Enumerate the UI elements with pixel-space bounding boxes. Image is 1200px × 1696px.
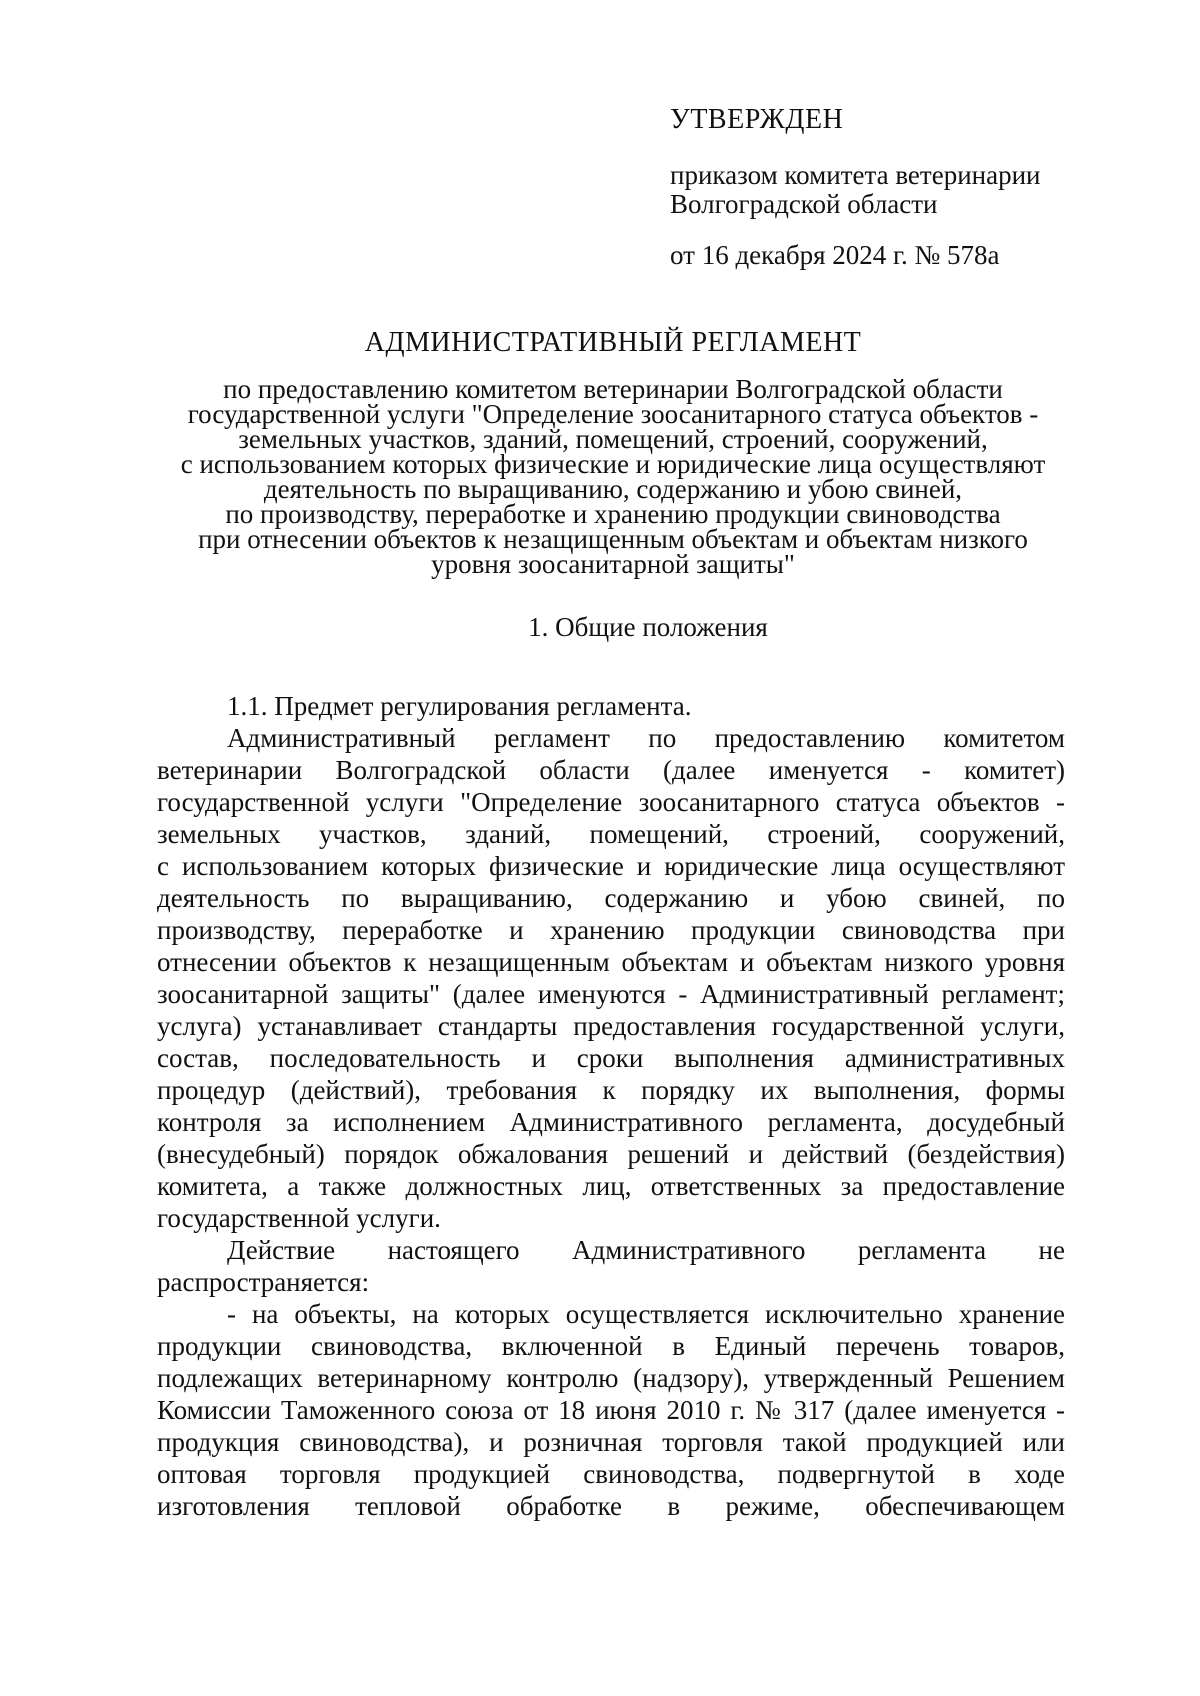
subtitle-line: по производству, переработке и хранению продукции свиноводства: [225, 499, 1001, 529]
body-line: распространяется:: [157, 1267, 370, 1297]
body-line: подлежащих ветеринарному контролю (надзору), утвержденный Решением: [157, 1363, 1065, 1393]
body-line: 1.1. Предмет регулирования регламента.: [227, 691, 692, 721]
body-line: Комиссии Таможенного союза от 18 июня 2010 г. № 317 (далее именуется -: [157, 1395, 1065, 1425]
document-title: АДМИНИСТРАТИВНЫЙ РЕГЛАМЕНТ: [364, 327, 862, 358]
body-line: земельных участков, зданий, помещений, строений, сооружений,: [157, 819, 1065, 849]
subtitle-line: государственной услуги "Определение зоосанитарного статуса объектов -: [187, 399, 1039, 429]
body-line: зоосанитарной защиты" (далее именуются - Административный регламент;: [157, 979, 1065, 1009]
body-line: ветеринарии Волгоградской области (далее именуется - комитет): [157, 755, 1065, 785]
approval-stamp: [670, 105, 1090, 270]
body-text: [157, 690, 1065, 1522]
body-line: услуга) устанавливает стандарты предоставления государственной услуги,: [157, 1011, 1065, 1041]
approval-date: от 16 декабря 2024 г. № 578а: [670, 240, 1000, 270]
approval-heading: УТВЕРЖДЕН: [670, 104, 844, 135]
body-line: Действие настоящего Административного регламента не: [227, 1235, 1065, 1265]
body-line: Административный регламент по предоставлению комитетом: [227, 723, 1065, 753]
body-line: контроля за исполнением Административного регламента, досудебный: [157, 1107, 1065, 1137]
subtitle-line: при отнесении объектов к незащищенным объектам и объектам низкого: [198, 524, 1028, 554]
body-line: продукция свиноводства), и розничная торговля такой продукцией или: [157, 1427, 1065, 1457]
body-line: изготовления тепловой обработке в режиме, обеспечивающем: [157, 1491, 1065, 1521]
approval-authority-line: приказом комитета ветеринарии: [670, 160, 1041, 190]
body-line: (внесудебный) порядок обжалования решений и действий (бездействия): [157, 1139, 1065, 1169]
body-line: производству, переработке и хранению продукции свиноводства при: [157, 915, 1065, 945]
body-line: деятельность по выращиванию, содержанию и убою свиней, по: [157, 883, 1065, 913]
body-line: - на объекты, на которых осуществляется исключительно хранение: [227, 1299, 1065, 1329]
section-heading: 1. Общие положения: [528, 612, 768, 642]
body-line: состав, последовательность и сроки выполнения административных: [157, 1043, 1065, 1073]
subtitle-line: с использованием которых физические и юридические лица осуществляют: [180, 449, 1046, 479]
body-line: отнесении объектов к незащищенным объектам и объектам низкого уровня: [157, 947, 1065, 977]
body-line: государственной услуги.: [157, 1203, 441, 1233]
approval-authority-line: Волгоградской области: [670, 189, 938, 219]
body-line: оптовая торговля продукцией свиноводства, подвергнутой в ходе: [157, 1459, 1065, 1489]
body-line: государственной услуги "Определение зоосанитарного статуса объектов -: [157, 787, 1065, 817]
subtitle-line: земельных участков, зданий, помещений, строений, сооружений,: [238, 424, 988, 454]
body-line: продукции свиноводства, включенной в Единый перечень товаров,: [157, 1331, 1065, 1361]
subtitle-line: уровня зоосанитарной защиты": [431, 549, 795, 579]
body-line: процедур (действий), требования к порядку их выполнения, формы: [157, 1075, 1065, 1105]
body-line: комитета, а также должностных лиц, ответственных за предоставление: [157, 1171, 1065, 1201]
subtitle-line: по предоставлению комитетом ветеринарии Волгоградской области: [223, 374, 1003, 404]
body-line: с использованием которых физические и юридические лица осуществляют: [157, 851, 1065, 881]
approval-authority: [670, 161, 1090, 219]
document-subtitle: [140, 374, 1086, 579]
subtitle-line: деятельность по выращиванию, содержанию и убою свиней,: [263, 474, 963, 504]
